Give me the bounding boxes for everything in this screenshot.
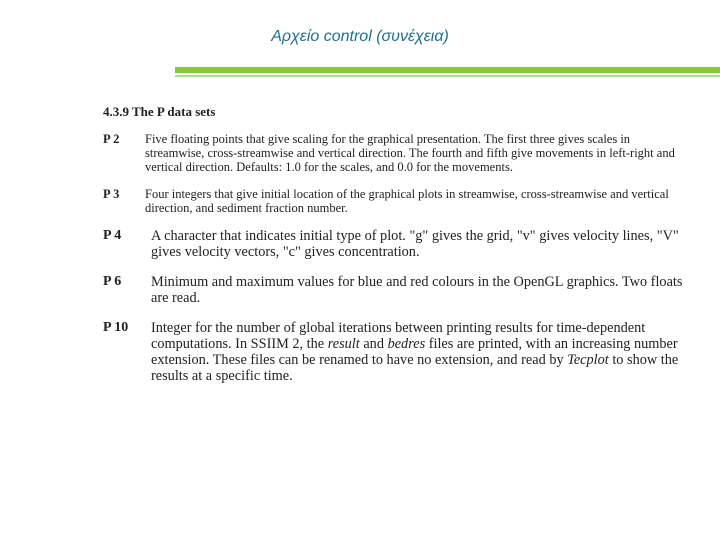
entry-text: Minimum and maximum values for blue and red colours in the OpenGL graphics. Two floats are read. <box>151 274 683 306</box>
entry-p2 <box>103 132 683 174</box>
header-divider <box>175 67 720 73</box>
entry-text: Five floating points that give scaling for the graphical presentation. The first three gives scales in streamwise, cross-streamwise and vertical direction. The fourth and fifth give movements in left-right and vertical direction. Defaults: 1.0 for the scales, and 0.0 for the movements. <box>145 132 675 174</box>
entry-text-part: Integer for the number of global iterations between printing results for time-dependent computations. In SSIIM 2, the <box>151 320 646 352</box>
entry-label: P 4 <box>103 228 122 243</box>
entry-label: P 6 <box>103 274 122 289</box>
entry-text-part: and <box>359 336 388 352</box>
program-tecplot: Tecplot <box>567 352 609 368</box>
entry-label: P 3 <box>103 187 120 201</box>
document-excerpt <box>103 104 683 384</box>
filename-bedres: bedres <box>387 336 426 352</box>
entry-label: P 10 <box>103 320 129 335</box>
entry-text-part: to show the results at a specific time. <box>151 352 679 384</box>
entry-p10 <box>103 320 683 384</box>
entry-p4 <box>103 228 683 260</box>
entry-text: Four integers that give initial location of the graphical plots in streamwise, cross-streamwise and vertical direction, and sediment fraction number. <box>145 187 669 215</box>
section-heading: 4.3.9 The P data sets <box>103 104 216 119</box>
entry-text: A character that indicates initial type of plot. "g" gives the grid, "v" gives velocity lines, "V" gives velocity vectors, "c" gives concentration. <box>151 228 679 260</box>
slide-title: Αρχείο control (συνέχεια) <box>271 28 449 45</box>
filename-result: result <box>327 336 360 352</box>
entry-p6 <box>103 274 683 306</box>
entry-text-part: files are printed, with an increasing number extension. These files can be renamed to have no extension, and read by <box>151 336 678 368</box>
entry-p3 <box>103 187 683 215</box>
header-divider-thin <box>175 75 720 77</box>
entry-label: P 2 <box>103 132 120 146</box>
entry-text <box>151 320 683 384</box>
